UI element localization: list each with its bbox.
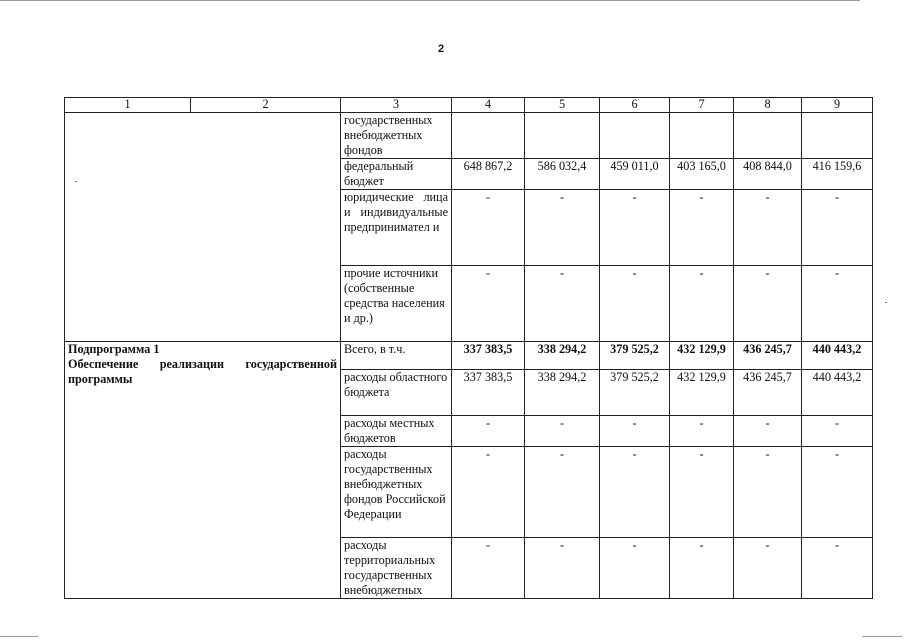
value-cell: 416 159,6 [802, 159, 873, 190]
column-header: 1 [65, 98, 191, 113]
subprogram-label: Подпрограмма 1 [68, 342, 160, 356]
value-cell: - [734, 538, 802, 599]
value-cell [600, 113, 670, 159]
value-cell: 408 844,0 [734, 159, 802, 190]
value-cell: 586 032,4 [525, 159, 600, 190]
value-cell: - [600, 447, 670, 538]
value-cell: - [802, 447, 873, 538]
value-cell: 403 165,0 [670, 159, 734, 190]
value-cell: - [734, 266, 802, 342]
funding-source-cell: расходы областного бюджета [341, 370, 452, 416]
column-header: 9 [802, 98, 873, 113]
value-cell: - [734, 416, 802, 447]
value-cell: 436 245,7 [734, 370, 802, 416]
value-cell: - [600, 266, 670, 342]
value-cell: - [525, 416, 600, 447]
value-cell: 337 383,5 [452, 342, 525, 370]
value-cell [452, 113, 525, 159]
empty-program-cell [65, 113, 341, 342]
funding-source-cell: прочие источники (собственные средства населения и др.) [341, 266, 452, 342]
value-cell: - [452, 416, 525, 447]
value-cell: 436 245,7 [734, 342, 802, 370]
value-cell: 432 129,9 [670, 370, 734, 416]
table-row [65, 342, 873, 370]
value-cell: - [802, 266, 873, 342]
value-cell: - [670, 447, 734, 538]
value-cell: - [734, 190, 802, 266]
value-cell: - [452, 447, 525, 538]
value-cell: - [670, 416, 734, 447]
column-header: 6 [600, 98, 670, 113]
value-cell [525, 113, 600, 159]
scan-speck [75, 181, 77, 182]
scan-bottom-line [0, 636, 38, 637]
value-cell: 648 867,2 [452, 159, 525, 190]
header-row [65, 98, 873, 113]
funding-source-cell: Всего, в т.ч. [341, 342, 452, 370]
subprogram-title-line: программы [68, 372, 133, 386]
column-header: 8 [734, 98, 802, 113]
funding-source-cell: расходы государственных внебюджетных фондов Российской Федерации [341, 447, 452, 538]
value-cell: - [734, 447, 802, 538]
column-header: 2 [191, 98, 341, 113]
value-cell: 379 525,2 [600, 370, 670, 416]
value-cell: - [452, 190, 525, 266]
scan-bottom-line [862, 636, 902, 637]
value-cell: - [670, 266, 734, 342]
value-cell: 432 129,9 [670, 342, 734, 370]
value-cell: - [802, 416, 873, 447]
value-cell: - [670, 538, 734, 599]
scan-speck [885, 302, 887, 303]
page-number: 2 [438, 43, 445, 55]
value-cell: 379 525,2 [600, 342, 670, 370]
value-cell: 337 383,5 [452, 370, 525, 416]
subprogram-title-line: Обеспечение реализации государственной [68, 357, 337, 371]
subprogram-cell [65, 342, 341, 599]
value-cell: - [600, 538, 670, 599]
value-cell: - [600, 416, 670, 447]
funding-source-cell: федеральный бюджет [341, 159, 452, 190]
funding-source-cell: государственных внебюджетных фондов [341, 113, 452, 159]
column-header: 7 [670, 98, 734, 113]
table-row [65, 113, 873, 159]
value-cell: 440 443,2 [802, 342, 873, 370]
value-cell: - [525, 190, 600, 266]
value-cell: 459 011,0 [600, 159, 670, 190]
column-header: 5 [525, 98, 600, 113]
value-cell: - [452, 266, 525, 342]
value-cell [802, 113, 873, 159]
funding-source-cell: расходы местных бюджетов [341, 416, 452, 447]
column-header: 4 [452, 98, 525, 113]
funding-source-cell: юридические лица и индивидуальные предпринимател и [341, 190, 452, 266]
value-cell: 338 294,2 [525, 370, 600, 416]
value-cell: - [600, 190, 670, 266]
value-cell: 338 294,2 [525, 342, 600, 370]
value-cell: - [670, 190, 734, 266]
page-top-edge [0, 0, 860, 1]
value-cell: - [525, 266, 600, 342]
budget-table [64, 97, 873, 599]
value-cell [670, 113, 734, 159]
column-header: 3 [341, 98, 452, 113]
value-cell: - [525, 538, 600, 599]
value-cell: - [802, 190, 873, 266]
value-cell [734, 113, 802, 159]
value-cell: 440 443,2 [802, 370, 873, 416]
funding-source-cell: расходы территориальных государственных внебюджетных [341, 538, 452, 599]
value-cell: - [525, 447, 600, 538]
value-cell: - [802, 538, 873, 599]
value-cell: - [452, 538, 525, 599]
